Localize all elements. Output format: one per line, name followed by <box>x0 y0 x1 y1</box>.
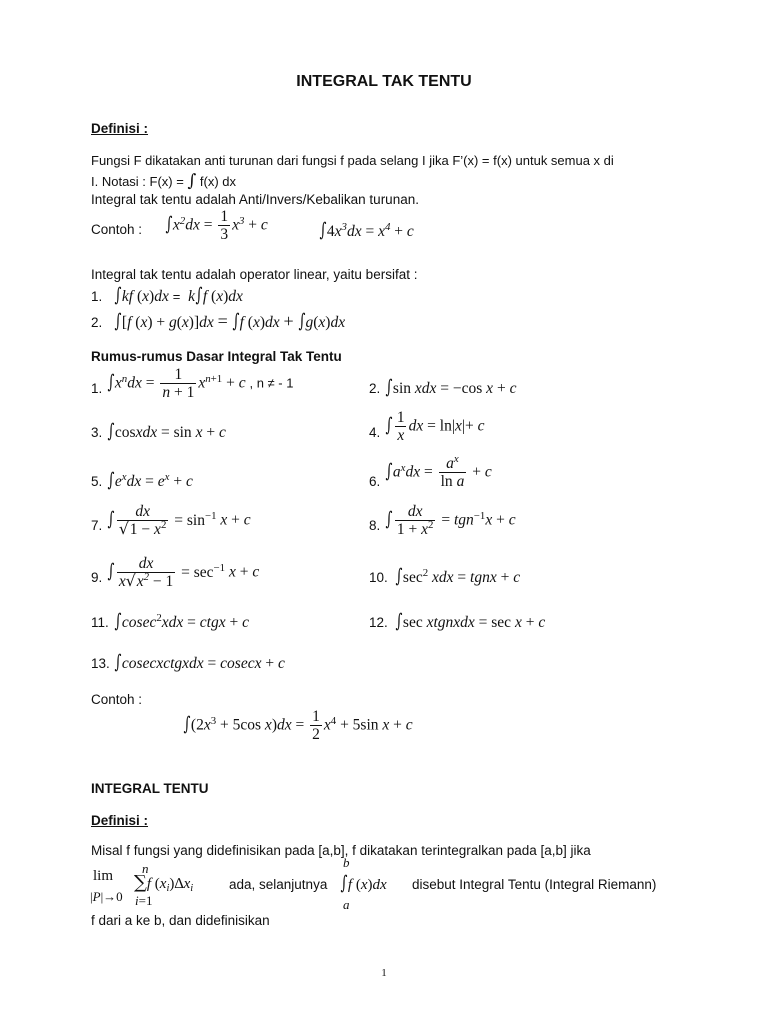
example-formula-3: $\int(2x^3 + 5\cos$ x)dx = $\frac{1}{2}$ $x^4 + 5\sin$ x + c <box>183 708 413 744</box>
contoh-label-1: Contoh : <box>91 222 143 237</box>
formula-8: ∫ $\frac{dx}{1 + x^2}$ = tgn$^{-1}$x + c <box>385 503 516 539</box>
contoh-label-2: Contoh : <box>91 692 143 707</box>
linear-label-2: 2. <box>91 315 103 330</box>
formula-13: ∫cosecxctgxdx = cosecx + c <box>114 651 285 673</box>
example-formula-2: $\int 4x^3dx = x^4 + c$ <box>319 219 414 241</box>
definisi-heading: Definisi : <box>91 121 149 136</box>
integral-sign: ∫ <box>187 171 197 191</box>
riemann-sum: ∑f $(x_i)\Delta x_i$ <box>134 872 194 895</box>
tentu-ada-text: ada, selanjutnya <box>229 877 328 892</box>
formula-label-13: 13. <box>91 656 110 671</box>
formula-9: ∫ $\frac{dx}{x√x^2 - 1}$ = $\sec^{-1} x + c$ <box>107 555 260 591</box>
linear-property-1: ∫kf (x)dx = k∫f (x)dx <box>114 284 243 306</box>
formula-1-condition: , n ≠ - 1 <box>249 375 294 391</box>
tentu-disebut-text: disebut Integral Tentu (Integral Riemann) <box>412 877 657 892</box>
formula-11: ∫cosec$^2$xdx = ctgx + c <box>114 610 249 632</box>
formula-label-7: 7. <box>91 518 103 533</box>
definisi-heading-2: Definisi : <box>91 813 149 828</box>
formula-12: ∫sec xtgnxdx = sec x + c <box>395 610 546 632</box>
formula-label-11: 11. <box>91 615 109 630</box>
tentu-line-1: Misal f fungsi yang didefinisikan pada [a,b], f dikatakan terintegralkan pada [a,b] jika <box>91 843 591 858</box>
formula-4: ∫ $\frac{1}{x}$ dx = ln|x|+ c <box>385 409 485 445</box>
linear-property-2: ∫[f (x) + g(x)]dx = ∫f (x)dx + ∫g(x)dx <box>114 310 346 332</box>
limit-subscript: |P|→0 <box>90 889 123 904</box>
formula-label-2: 2. <box>369 381 381 396</box>
sum-lower: i=1 <box>135 893 153 908</box>
definition-line-1: Fungsi F dikatakan anti turunan dari fungsi f pada selang I jika F’(x) = f(x) untuk semua x di <box>91 153 614 168</box>
linear-intro: Integral tak tentu adalah operator linear, yaitu bersifat : <box>91 267 418 282</box>
linear-label-1: 1. <box>91 289 103 304</box>
formula-1: $\int x^ndx$ = $\frac{1}{n + 1}$ $x^{n+1} + c$ , n ≠ - 1 <box>107 366 294 402</box>
formula-7: ∫ $\frac{dx}{√1 - x^2}$ = $\sin^{-1} x + c$ <box>107 503 251 539</box>
notation-integrand: f(x) dx <box>196 174 237 189</box>
formula-3: ∫cosxdx = sin x + c <box>107 420 226 442</box>
formula-label-6: 6. <box>369 474 381 489</box>
riemann-limit: lim <box>93 868 114 884</box>
formula-label-4: 4. <box>369 425 381 440</box>
formula-6: $\int a^xdx$ = $\frac{a^x}{\text{ln a}}$ + c <box>385 453 492 491</box>
rumus-heading: Rumus-rumus Dasar Integral Tak Tentu <box>91 349 342 364</box>
notation-text: I. Notasi : F(x) = <box>91 174 188 189</box>
formula-label-10: 10. <box>369 570 388 585</box>
formula-label-1: 1. <box>91 381 103 396</box>
page-title: INTEGRAL TAK TENTU <box>296 73 472 90</box>
tentu-line-3: f dari a ke b, dan didefinisikan <box>91 913 270 928</box>
formula-5: $\int e^xdx = e^x + c$ <box>107 469 193 491</box>
formula-2: ∫sin xdx = −cos x + c <box>385 376 517 398</box>
formula-label-3: 3. <box>91 425 103 440</box>
example-formula-1: $\int x^2dx$ = $\frac{1}{3}$ $x^3 + c$ <box>165 208 268 244</box>
formula-label-5: 5. <box>91 474 103 489</box>
page-number: 1 <box>381 967 387 979</box>
definition-line-3: Integral tak tentu adalah Anti/Invers/Kebalikan turunan. <box>91 192 419 207</box>
definite-integral: ∫f (x)dx <box>340 872 387 894</box>
formula-label-9: 9. <box>91 570 103 585</box>
formula-10: $\int\sec^2$ xdx = tgnx + c <box>395 565 521 587</box>
definite-upper: b <box>343 855 350 870</box>
sum-upper: n <box>142 861 149 876</box>
definition-line-2 <box>91 171 236 191</box>
integral-tentu-heading: INTEGRAL TENTU <box>91 781 209 796</box>
definite-lower: a <box>343 897 350 912</box>
formula-label-8: 8. <box>369 518 381 533</box>
formula-label-12: 12. <box>369 615 388 630</box>
